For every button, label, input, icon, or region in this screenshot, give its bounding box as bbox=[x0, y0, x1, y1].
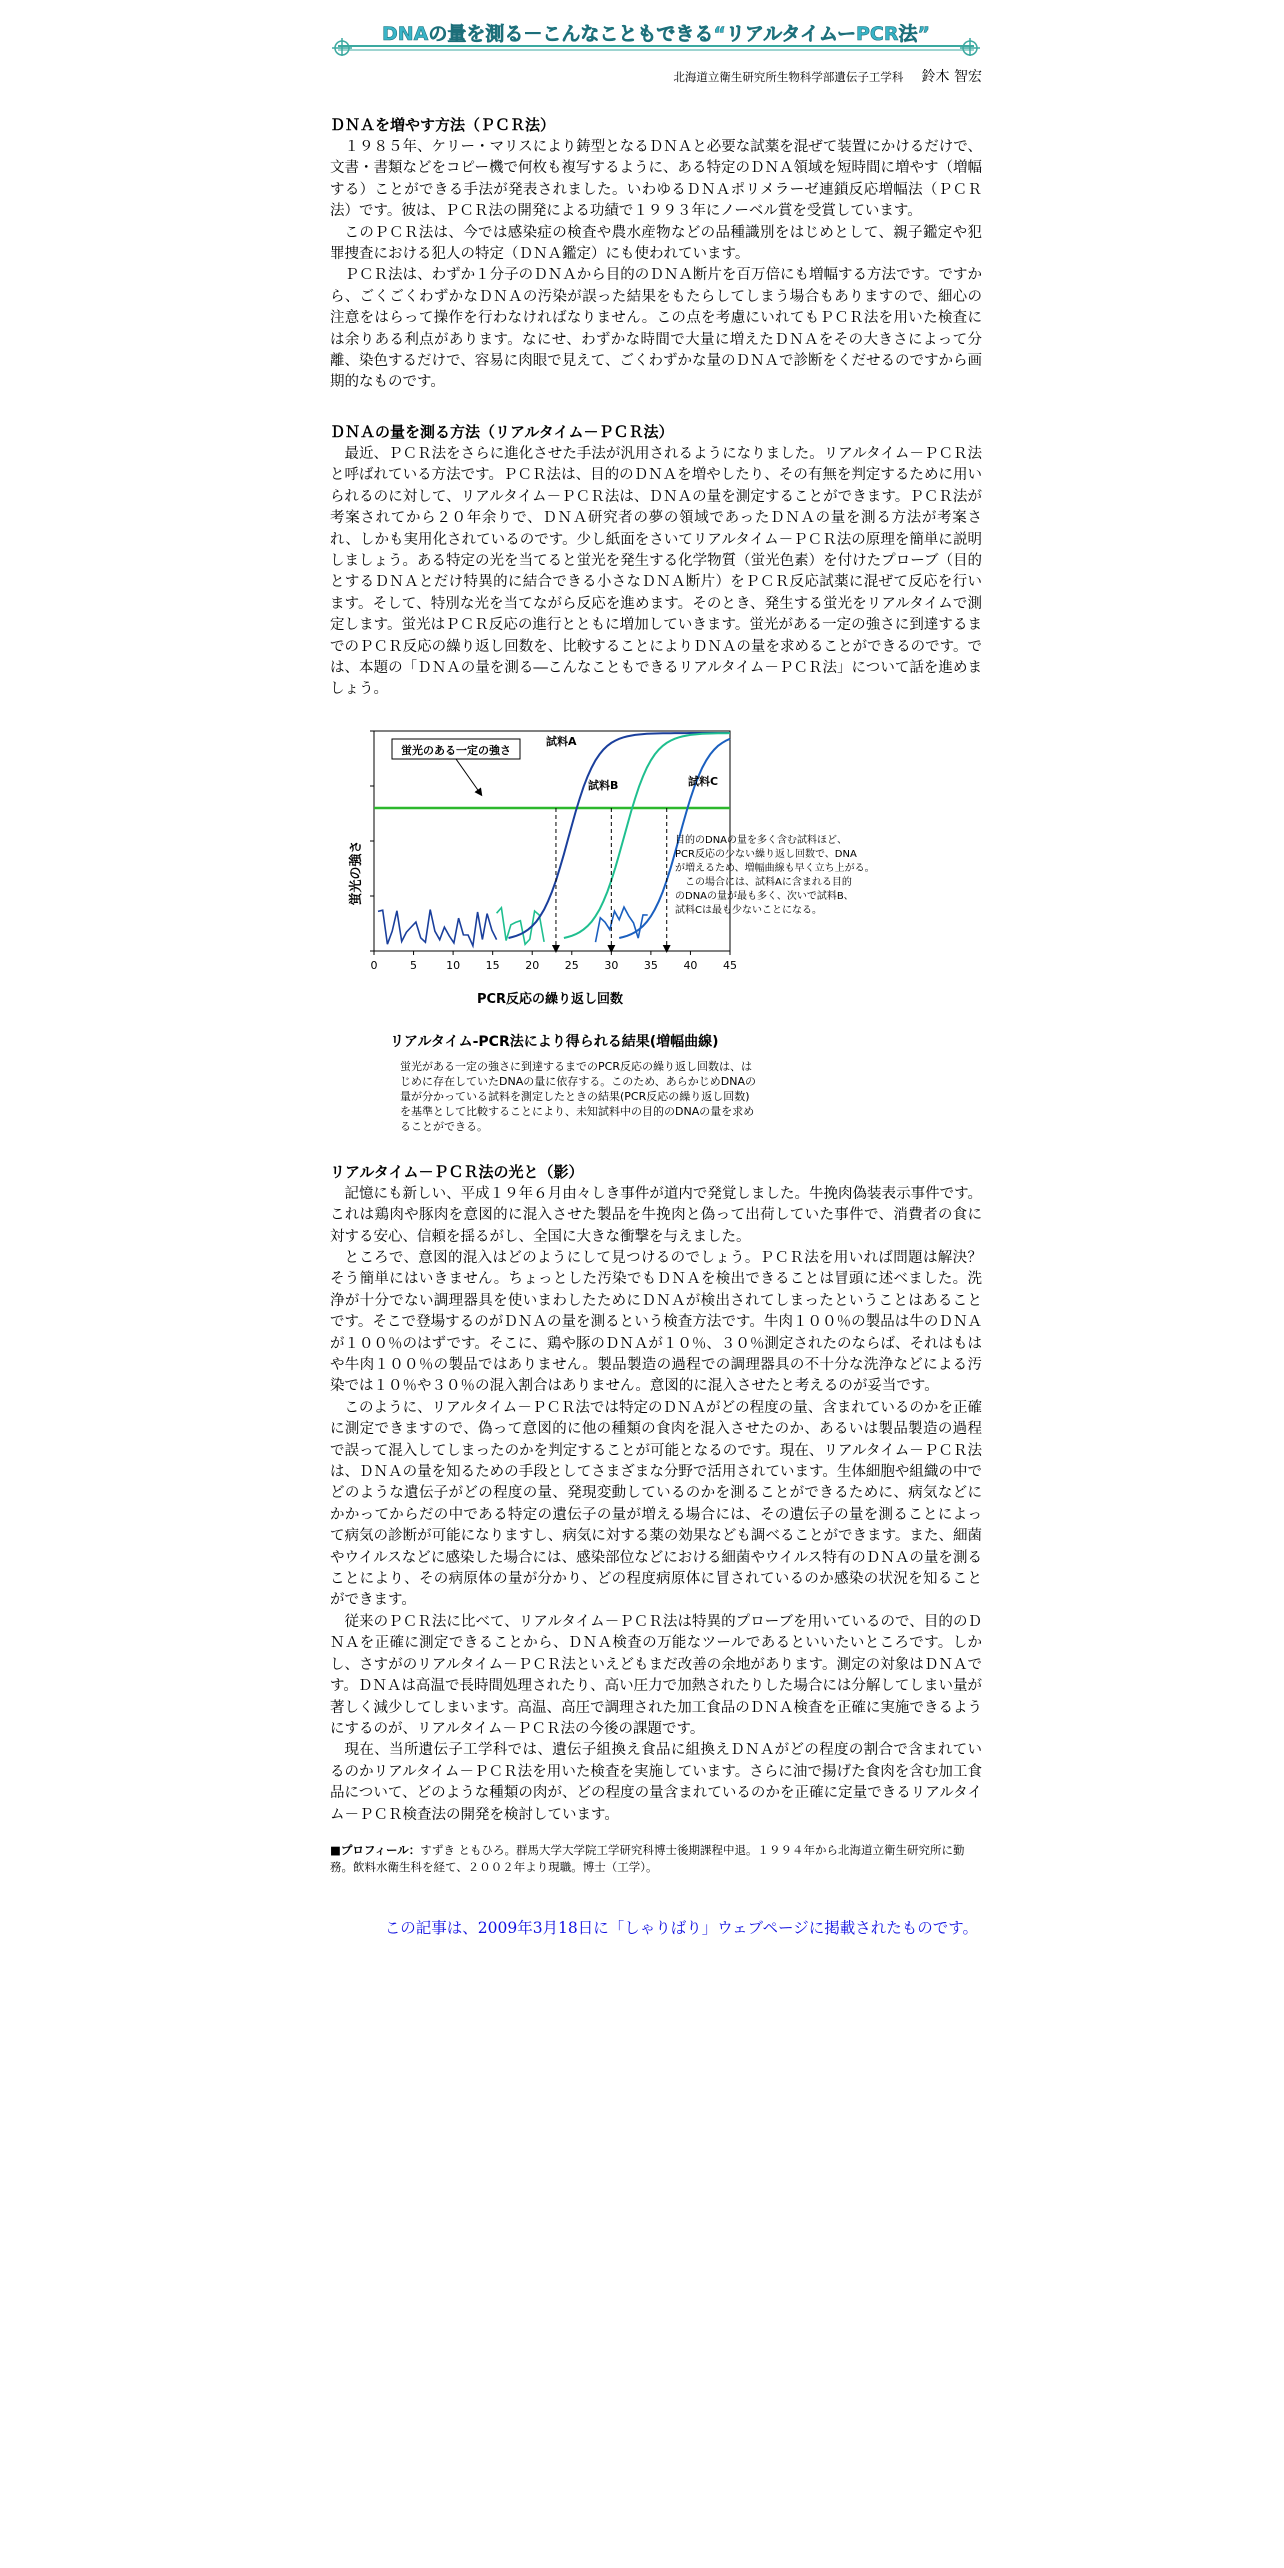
figure-caption-title: リアルタイム-PCR法により得られる結果(増幅曲線) bbox=[390, 1033, 719, 1050]
x-tick-label: 35 bbox=[643, 958, 658, 972]
title-banner bbox=[330, 18, 982, 56]
paragraph: １９８５年、ケリー・マリスにより鋳型となるＤＮＡと必要な試薬を混ぜて装置にかけるだけで、文書・書類などをコピー機で何枚も複写するように、ある特定のＤＮＡ領域を短時間に増やす（増幅する）ことができる手法が発表されました。いわゆるＤＮＡポリメラーゼ連鎖反応増幅法（ＰＣＲ法）です。彼は、ＰＣＲ法の開発による功績で１９９３年にノーベル賞を受賞しています。 bbox=[330, 139, 982, 220]
y-axis-label: 蛍光の強さ bbox=[349, 840, 364, 906]
section-heading: ＤＮＡを増やす方法（ＰＣＲ法） bbox=[330, 116, 556, 134]
x-tick-label: 0 bbox=[370, 958, 378, 972]
baseline-noise bbox=[497, 907, 544, 944]
chart-annotation bbox=[675, 833, 875, 916]
section-heading: リアルタイム－ＰＣＲ法の光と（影） bbox=[330, 1162, 584, 1181]
annotation-line: 目的のDNAの量を多く含む試料ほど、 bbox=[675, 834, 848, 846]
amplification-chart bbox=[330, 723, 890, 1023]
article bbox=[330, 18, 997, 1938]
x-tick-label: 45 bbox=[723, 958, 737, 972]
baseline-noise bbox=[378, 909, 497, 945]
annotation-line: のDNAの量が最も多く、次いで試料B、 bbox=[675, 890, 854, 902]
x-tick-label: 40 bbox=[683, 958, 698, 972]
section-heading: ＤＮＡの量を測る方法（リアルタイム－ＰＣＲ法） bbox=[330, 422, 674, 441]
amplification-figure bbox=[330, 723, 890, 1134]
annotation-line: 試料Cは最も少ないことになる。 bbox=[675, 904, 822, 916]
banner-decoration bbox=[330, 18, 982, 56]
threshold-callout-label: 蛍光のある一定の強さ bbox=[401, 743, 511, 757]
paragraph: 従来のＰＣＲ法に比べて、リアルタイム－ＰＣＲ法は特異的プローブを用いているので、目的のＤＮＡを正確に測定できることから、ＤＮＡ検査の万能なツールであるといいたいところです。しかし、さすがのリアルタイム－ＰＣＲ法といえどもまだ改善の余地があります。測定の対象はＤＮＡです。ＤＮＡは高温で長時間処理されたり、高い圧力で加熱されたりした場合には分解してしまい量が著しく減少してしまいます。高温、高圧で調理された加工食品のＤＮＡ検査を正確に実施できるようにするのが、リアルタイム－ＰＣＲ法の今後の課題です。 bbox=[330, 1613, 982, 1737]
author-name: 鈴木 智宏 bbox=[921, 69, 982, 85]
x-tick-label: 30 bbox=[604, 958, 619, 972]
sample-c-label: 試料C bbox=[688, 774, 719, 788]
publication-notice: この記事は、2009年3月18日に「しゃりばり」ウェブページに掲載されたものです。 bbox=[384, 1918, 978, 1937]
sample-a-label: 試料A bbox=[546, 734, 577, 748]
paragraph: ところで、意図的混入はどのようにして見つけるのでしょう。ＰＣＲ法を用いれば問題は解決？ そう簡単にはいきません。ちょっとした汚染でもＤＮＡを検出できることは冒頭に述べました。洗浄が十分でない調理器具を使いまわしたためにＤＮＡが検出されてしまったということはあることです。そこで登場するのがＤＮＡの量を測るという検査方法です。牛肉１００％の製品は牛のＤＮＡが１００％のはずです。そこに、鶏や豚のＤＮＡが１０％、３０％測定されたのならば、それはもはや牛肉１００％の製品ではありません。製品製造の過程での調理器具の不十分な洗浄などによる汚染では１０％や３０％の混入割合はありません。意図的に混入させたと考えるのが妥当です。 bbox=[330, 1249, 997, 1395]
author-profile bbox=[330, 1842, 982, 1876]
annotation-line: PCR反応の少ない繰り返し回数で、DNA bbox=[675, 848, 857, 860]
profile-label: ■プロフィール： bbox=[330, 1842, 421, 1857]
paragraph: ＰＣＲ法は、わずか１分子のＤＮＡから目的のＤＮＡ断片を百万倍にも増幅する方法です。ですから、ごくごくわずかなＤＮＡの汚染が誤った結果をもたらしてしまう場合もありますので、細心の注意をはらって操作を行わなければなりません。この点を考慮にいれてもＰＣＲ法を用いた検査には余りある利点があります。なにせ、わずかな時間で大量に増えたＤＮＡをその大きさによって分離、染色するだけで、容易に肉眼で見えて、ごくわずかな量のＤＮＡで診断をくだせるのですから画期的なものです。 bbox=[330, 267, 982, 391]
paragraph: 現在、当所遺伝子工学科では、遺伝子組換え食品に組換えＤＮＡがどの程度の割合で含まれているのかリアルタイム－ＰＣＲ法を用いた検査を実施しています。さらに油で揚げた食肉を含む加工食品について、どのような種類の肉が、どの程度の量含まれているのかを正確に定量できるリアルタイム－ＰＣＲ検査法の開発を検討しています。 bbox=[330, 1742, 982, 1823]
annotation-line: が増えるため、増幅曲線も早く立ち上がる。 bbox=[675, 862, 875, 874]
profile-text: すずき ともひろ。群馬大学大学院工学研究科博士後期課程中退。１９９４年から北海道立衛生研究所に勤務。飲料水衛生科を経て、２００２年より現職。博士（工学）。 bbox=[330, 1842, 965, 1874]
paragraph: 最近、ＰＣＲ法をさらに進化させた手法が汎用されるようになりました。リアルタイム－ＰＣＲ法と呼ばれている方法です。ＰＣＲ法は、目的のＤＮＡを増やしたり、その有無を判定するために用いられるのに対して、リアルタイム－ＰＣＲ法は、ＤＮＡの量を測定することができます。ＰＣＲ法が考案されてから２０年余りで、ＤＮＡ研究者の夢の領域であったＤＮＡの量を測る方法が考案され、しかも実用化されているのです。少し紙面をさいてリアルタイム－ＰＣＲ法の原理を簡単に説明しましょう。ある特定の光を当てると蛍光を発生する化学物質（蛍光色素）を付けたプローブ（目的とするＤＮＡとだけ特異的に結合できる小さなＤＮＡ断片）をＰＣＲ反応試薬に混ぜて反応を行います。そして、特別な光を当てながら反応を進めます。そのとき、発生する蛍光をリアルタイムで測定します。蛍光はＰＣＲ反応の進行とともに増加していきます。蛍光がある一定の強さに到達するまでのＰＣＲ反応の繰り返し回数を、比較することによりＤＮＡの量を求めることができるのです。では、本題の「ＤＮＡの量を測る―こんなこともできるリアルタイム－ＰＣＲ法」について話を進めましょう。 bbox=[330, 445, 982, 698]
threshold-callout bbox=[392, 739, 520, 793]
x-tick-label: 5 bbox=[410, 958, 418, 972]
x-tick-label: 15 bbox=[485, 958, 500, 972]
x-tick-label: 20 bbox=[525, 958, 540, 972]
figure-caption-body: 蛍光がある一定の強さに到達するまでのPCR反応の繰り返し回数は、はじめに存在していたDNAの量に依存する。このため、あらかじめDNAの量が分かっている試料を測定したときの結果(PCR反応の繰り返し回数)を基準として比較することにより、未知試料中の目的のDNAの量を求めることができる。 bbox=[400, 1059, 757, 1133]
x-tick-label: 10 bbox=[446, 958, 461, 972]
author-line bbox=[330, 68, 982, 87]
paragraph: このＰＣＲ法は、今では感染症の検査や農水産物などの品種識別をはじめとして、親子鑑定や犯罪捜査における犯人の特定（ＤＮＡ鑑定）にも使われています。 bbox=[330, 224, 982, 263]
x-axis-label: PCR反応の繰り返し回数 bbox=[476, 991, 624, 1007]
author-affiliation: 北海道立衛生研究所生物科学部遺伝子工学科 bbox=[673, 70, 904, 84]
paragraph: このように、リアルタイム－ＰＣＲ法では特定のＤＮＡがどの程度の量、含まれているのかを正確に測定できますので、偽って意図的に他の種類の食肉を混入させたのか、あるいは製品製造の過程で誤って混入してしまったのかを判定することが可能となるのです。現在、リアルタイム－ＰＣＲ法は、ＤＮＡの量を知るための手段としてさまざまな分野で活用されています。生体細胞や組織の中でどのような遺伝子がどの程度の量、発現変動しているのかを測ることができるために、病気などにかかってからだの中である特定の遺伝子の量が増える場合には、その遺伝子の量を測ることによって病気の診断が可能になりますし、病気に対する薬の効果なども調べることができます。また、細菌やウイルスなどに感染した場合には、感染部位などにおける細菌やウイルス特有のＤＮＡの量を測ることにより、その病原体の量が分かり、どの程度病原体に冒されているのか感染の状況を知ることができます。 bbox=[330, 1399, 982, 1609]
banner-title: DNAの量を測る－こんなこともできる“リアルタイムーPCR法” bbox=[381, 23, 931, 45]
x-tick-label: 25 bbox=[564, 958, 579, 972]
sample-b-label: 試料B bbox=[588, 778, 619, 792]
annotation-line: この場合には、試料Aに含まれる目的 bbox=[685, 876, 852, 888]
paragraph: 記憶にも新しい、平成１９年６月由々しき事件が道内で発覚しました。牛挽肉偽装表示事件です。これは鶏肉や豚肉を意図的に混入させた製品を牛挽肉と偽って出荷していた事件で、消費者の食に対する安心、信頼を揺るがし、全国に大きな衝撃を与えました。 bbox=[330, 1185, 982, 1245]
